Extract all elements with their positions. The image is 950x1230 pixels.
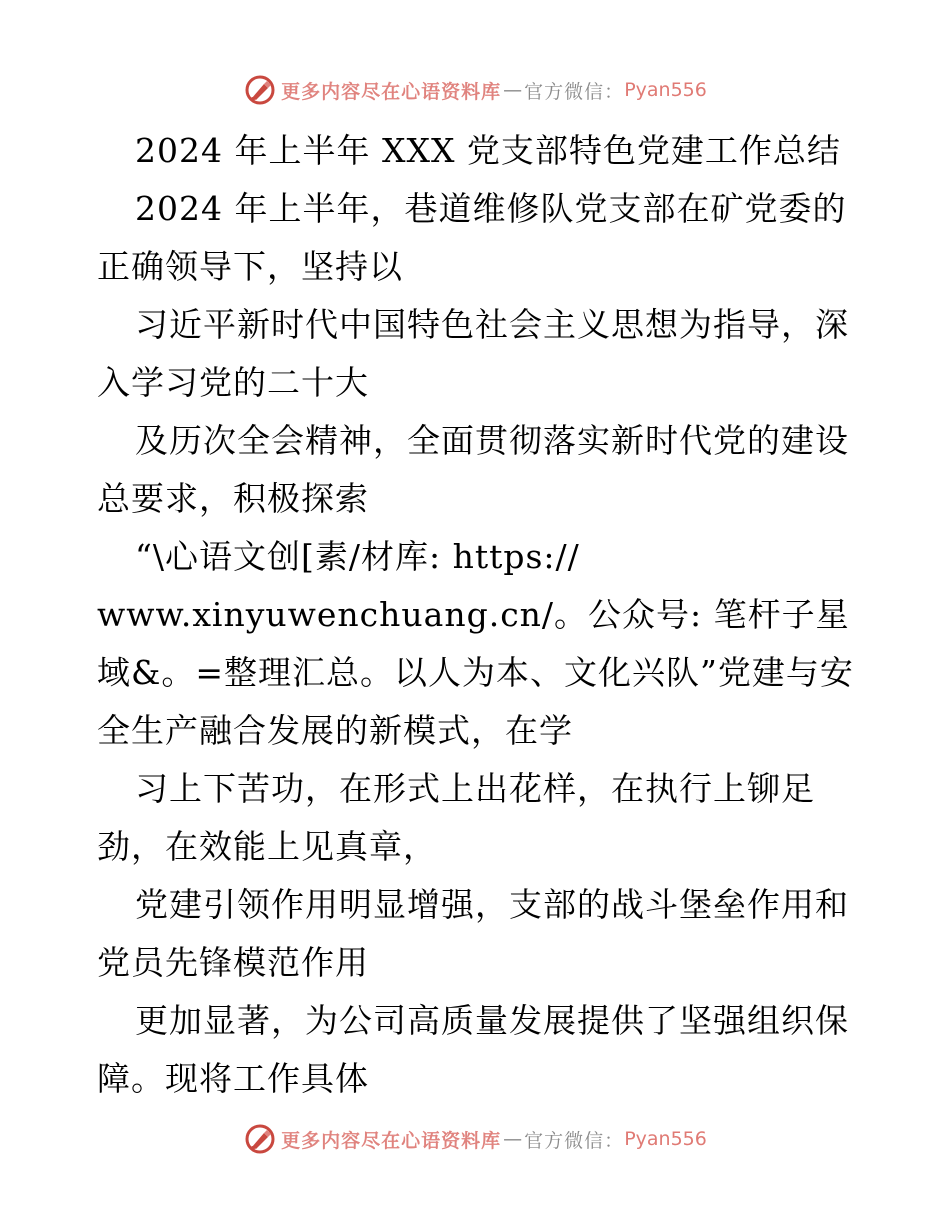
paragraph: 2024 年上半年，巷道维修队党支部在矿党委的正确领导下，坚持以	[97, 189, 847, 286]
pen-logo-icon	[243, 1122, 277, 1156]
document-body	[97, 122, 857, 1108]
banner-separator: —	[503, 1128, 523, 1150]
banner-wechat-id: Pyan556	[624, 79, 707, 101]
paragraph: www.xinyuwenchuang.cn/。公众号: 笔杆子星域&。=整理汇总。以人为本、文化兴队”党建与安全生产融合发展的新模式，在学	[97, 595, 854, 750]
paragraph: 习上下苦功，在形式上出花样，在执行上铆足劲，在效能上见真章，	[97, 769, 815, 866]
banner-wechat-id: Pyan556	[624, 1128, 707, 1150]
paragraph: 及历次全会精神，全面贯彻落实新时代党的建设总要求，积极探索	[97, 421, 849, 518]
document-title: 2024 年上半年 XXX 党支部特色党建工作总结	[135, 131, 841, 170]
paragraph: 党建引领作用明显增强，支部的战斗堡垒作用和党员先锋模范作用	[97, 885, 849, 982]
footer-watermark-banner	[0, 1119, 950, 1159]
header-watermark-banner	[0, 70, 950, 110]
banner-text: 更多内容尽在心语资料库	[281, 1129, 502, 1152]
paragraph: 更加显著，为公司高质量发展提供了坚强组织保障。现将工作具体	[97, 1001, 849, 1098]
paragraph: “\心语文创[素/材库: https://	[135, 537, 580, 576]
pen-logo-icon	[243, 73, 277, 107]
banner-wechat-label: 官方微信：	[524, 80, 625, 103]
banner-separator: —	[503, 79, 523, 101]
paragraph: 习近平新时代中国特色社会主义思想为指导，深入学习党的二十大	[97, 305, 849, 402]
banner-text: 更多内容尽在心语资料库	[281, 80, 502, 103]
banner-wechat-label: 官方微信：	[524, 1129, 625, 1152]
